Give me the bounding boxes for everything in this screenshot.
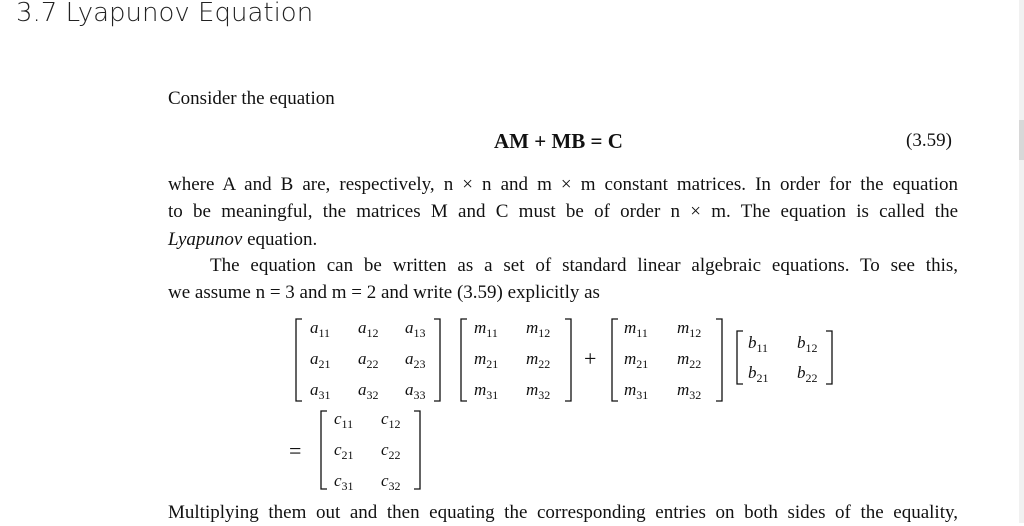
matrix-c-entry: $c_{32}$ bbox=[381, 471, 401, 493]
paragraph-1-line-1: where A and B are, respectively, n × n and m × m constant matrices. In order for the equation bbox=[168, 174, 958, 195]
matrix-b-entry: $b_{12}$ bbox=[797, 333, 818, 355]
matrix-a-entry: $a_{12}$ bbox=[358, 318, 379, 340]
lyapunov-italic: Lyapunov bbox=[168, 229, 243, 250]
matrix-m-entry: $m_{21}$ bbox=[474, 349, 499, 371]
matrix-a-entry: $a_{32}$ bbox=[358, 380, 379, 402]
matrix-a-entry: $a_{21}$ bbox=[310, 349, 331, 371]
matrix-m-2-entry: $m_{21}$ bbox=[624, 349, 649, 371]
matrix-a-entry: $a_{31}$ bbox=[310, 380, 331, 402]
section-title: 3.7 Lyapunov Equation bbox=[16, 0, 314, 28]
intro-text: Consider the equation bbox=[168, 88, 335, 109]
matrix-a-entry: $a_{11}$ bbox=[310, 318, 331, 340]
matrix-m-2-left-bracket bbox=[612, 319, 618, 401]
matrix-c-entry: $c_{11}$ bbox=[334, 409, 354, 431]
matrix-a-entry: $a_{22}$ bbox=[358, 349, 379, 371]
matrix-b-right-bracket bbox=[826, 331, 832, 384]
equals-sign: = bbox=[289, 438, 302, 463]
matrix-b-left-bracket bbox=[737, 331, 743, 384]
matrix-b-entry: $b_{21}$ bbox=[748, 363, 769, 385]
matrix-m-2-right-bracket bbox=[716, 319, 722, 401]
paragraph-2-line-2: we assume n = 3 and m = 2 and write (3.59) explicitly as bbox=[168, 282, 600, 303]
matrix-m-2-entry: $m_{22}$ bbox=[677, 349, 702, 371]
matrix-c-right-bracket bbox=[414, 411, 420, 489]
matrix-a-entry: $a_{33}$ bbox=[405, 380, 426, 402]
matrix-c-entry: $c_{22}$ bbox=[381, 440, 401, 462]
matrix-m-2-entry: $m_{12}$ bbox=[677, 318, 702, 340]
paragraph-1-line-2: to be meaningful, the matrices M and C must be of order n × m. The equation is called the bbox=[168, 201, 958, 222]
matrix-m-2-entry: $m_{11}$ bbox=[624, 318, 648, 340]
matrix-a-right-bracket bbox=[434, 319, 440, 401]
matrix-m-left-bracket bbox=[461, 319, 467, 401]
matrix-a-entry: $a_{23}$ bbox=[405, 349, 426, 371]
matrix-b-entry: $b_{11}$ bbox=[748, 333, 769, 355]
matrix-c-entry: $c_{21}$ bbox=[334, 440, 354, 462]
plus-sign: + bbox=[584, 346, 597, 371]
matrix-c-entry: $c_{12}$ bbox=[381, 409, 401, 431]
matrix-m-entry: $m_{12}$ bbox=[526, 318, 551, 340]
matrix-b-entry: $b_{22}$ bbox=[797, 363, 818, 385]
matrix-a-left-bracket bbox=[296, 319, 302, 401]
equation-3-59: AM + MB = C bbox=[494, 129, 623, 153]
equation-number: (3.59) bbox=[906, 130, 952, 151]
matrix-m-right-bracket bbox=[565, 319, 571, 401]
matrix-m-entry: $m_{11}$ bbox=[474, 318, 498, 340]
matrix-m-entry: $m_{32}$ bbox=[526, 380, 551, 402]
matrix-m-2-entry: $m_{32}$ bbox=[677, 380, 702, 402]
equation-word: equation. bbox=[242, 229, 318, 250]
matrix-m-entry: $m_{31}$ bbox=[474, 380, 499, 402]
matrix-m-2-entry: $m_{31}$ bbox=[624, 380, 649, 402]
matrix-c-left-bracket bbox=[321, 411, 327, 489]
matrix-m-entry: $m_{22}$ bbox=[526, 349, 551, 371]
paragraph-2-line-1: The equation can be written as a set of standard linear algebraic equations. To see this, bbox=[210, 255, 958, 276]
matrix-c-entry: $c_{31}$ bbox=[334, 471, 354, 493]
last-line: Multiplying them out and then equating the corresponding entries on both sides of the equality, bbox=[168, 502, 958, 523]
matrix-a-entry: $a_{13}$ bbox=[405, 318, 426, 340]
